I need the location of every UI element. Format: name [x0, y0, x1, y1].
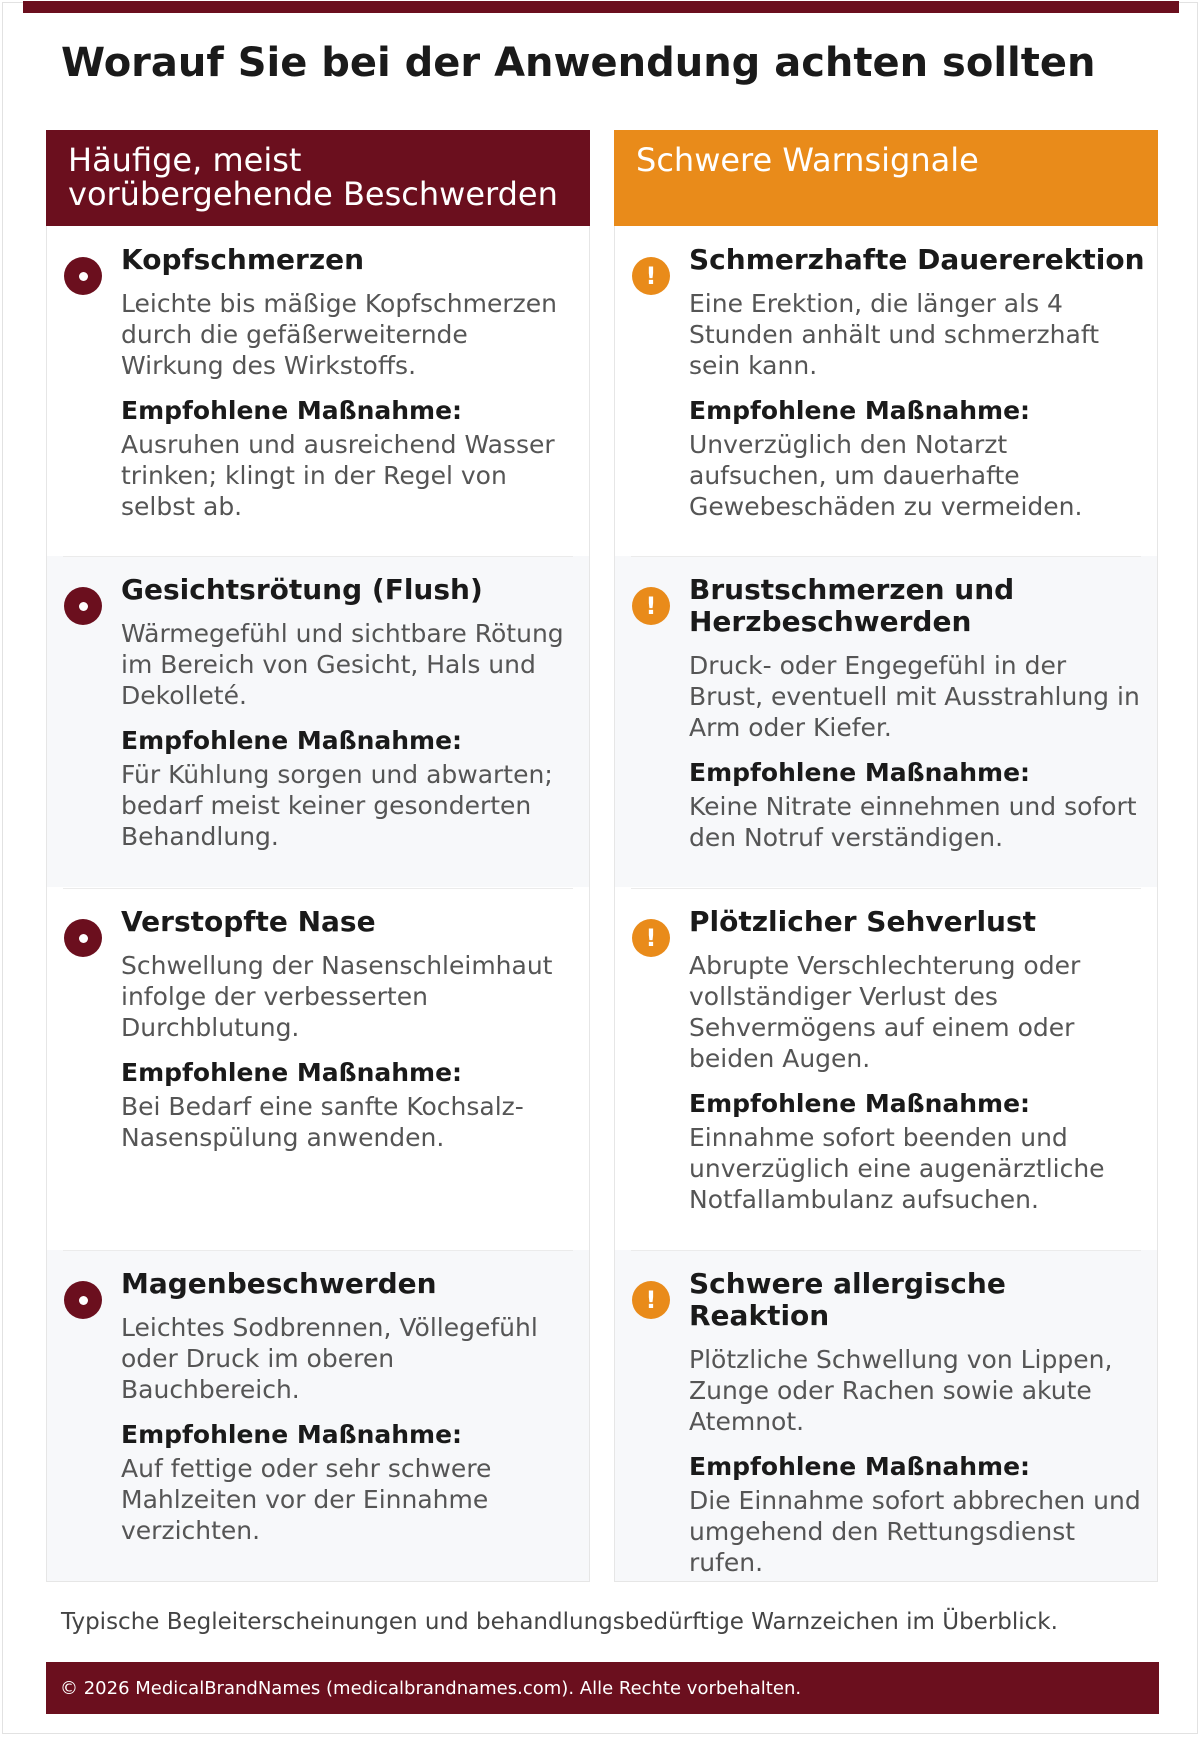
action-label: Empfohlene Maßnahme: — [121, 726, 463, 755]
caption: Typische Begleiterscheinungen und behandlungsbedürftige Warnzeichen im Überblick. — [61, 1609, 1058, 1635]
action-text: Einnahme sofort beenden und unverzüglich eine augenärztliche Notfallambulanz aufsuchen. — [689, 1123, 1105, 1214]
item-title: Schwere allergische Reaktion — [689, 1267, 1006, 1332]
item-description: Druck- oder Engegefühl in der Brust, eventuell mit Ausstrahlung in Arm oder Kiefer. — [689, 651, 1140, 742]
action-text: Die Einnahme sofort abbrechen und umgehend den Rettungsdienst rufen. — [689, 1486, 1141, 1577]
page — [2, 2, 1198, 1734]
action-label: Empfohlene Maßnahme: — [689, 758, 1031, 787]
action-label: Empfohlene Maßnahme: — [689, 396, 1031, 425]
action-label: Empfohlene Maßnahme: — [121, 1058, 463, 1087]
item-description: Schwellung der Nasenschleimhaut infolge der verbesserten Durchblutung. — [121, 951, 553, 1042]
warning-item — [615, 1250, 1157, 1581]
item-description: Leichte bis mäßige Kopfschmerzen durch die gefäßerweiternde Wirkung des Wirkstoffs. — [121, 289, 557, 380]
exclamation-icon: ! — [632, 919, 670, 957]
item-description: Eine Erektion, die länger als 4 Stunden anhält und schmerzhaft sein kann. — [689, 289, 1100, 380]
item-title: Magenbeschwerden — [121, 1267, 437, 1300]
action-text: Ausruhen und ausreichend Wasser trinken; klingt in der Regel von selbst ab. — [121, 430, 555, 521]
common-side-effects-header: Häufige, meist vorübergehende Beschwerden — [46, 130, 590, 226]
action-label: Empfohlene Maßnahme: — [689, 1452, 1031, 1481]
footer-bar — [46, 1662, 1159, 1714]
page-title: Worauf Sie bei der Anwendung achten sollten — [61, 40, 1096, 86]
side-effect-item — [47, 556, 589, 887]
copyright-text: © 2026 MedicalBrandNames (medicalbrandnames.com). Alle Rechte vorbehalten. — [60, 1677, 802, 1699]
item-description: Wärmegefühl und sichtbare Rötung im Bereich von Gesicht, Hals und Dekolleté. — [121, 619, 564, 710]
exclamation-icon: ! — [632, 587, 670, 625]
item-description: Abrupte Verschlechterung oder vollständiger Verlust des Sehvermögens auf einem oder beiden Augen. — [689, 951, 1081, 1073]
item-title: Brustschmerzen und Herzbeschwerden — [689, 573, 1015, 638]
warning-item — [615, 556, 1157, 887]
action-text: Bei Bedarf eine sanfte Kochsalz-Nasenspülung anwenden. — [121, 1092, 524, 1152]
action-text: Unverzüglich den Notarzt aufsuchen, um dauerhafte Gewebeschäden zu vermeiden. — [689, 430, 1083, 521]
action-label: Empfohlene Maßnahme: — [689, 1089, 1031, 1118]
action-label: Empfohlene Maßnahme: — [121, 396, 463, 425]
item-title: Plötzlicher Sehverlust — [689, 905, 1037, 938]
action-text: Keine Nitrate einnehmen und sofort den Notruf verständigen. — [689, 792, 1137, 852]
side-effect-item — [47, 226, 589, 525]
dot-bullet-icon — [64, 919, 102, 957]
exclamation-icon: ! — [632, 257, 670, 295]
side-effect-item — [47, 888, 589, 1249]
warning-signs-header: Schwere Warnsignale — [614, 130, 1158, 226]
item-title: Kopfschmerzen — [121, 243, 365, 276]
item-title: Verstopfte Nase — [121, 905, 376, 938]
warning-item — [615, 226, 1157, 525]
exclamation-icon: ! — [632, 1281, 670, 1319]
action-text: Für Kühlung sorgen und abwarten; bedarf meist keiner gesonderten Behandlung. — [121, 760, 553, 851]
dot-bullet-icon — [64, 587, 102, 625]
action-text: Auf fettige oder sehr schwere Mahlzeiten vor der Einnahme verzichten. — [121, 1454, 492, 1545]
dot-bullet-icon — [64, 257, 102, 295]
top-accent-bar — [23, 1, 1179, 13]
warning-signs-column — [614, 130, 1158, 1582]
item-description: Plötzliche Schwellung von Lippen, Zunge oder Rachen sowie akute Atemnot. — [689, 1345, 1113, 1436]
common-side-effects-column — [46, 130, 590, 1582]
item-title: Gesichtsrötung (Flush) — [121, 573, 483, 606]
item-title: Schmerzhafte Dauererektion — [689, 243, 1145, 276]
dot-bullet-icon — [64, 1281, 102, 1319]
warning-item — [615, 888, 1157, 1249]
side-effect-item — [47, 1250, 589, 1581]
action-label: Empfohlene Maßnahme: — [121, 1420, 463, 1449]
item-description: Leichtes Sodbrennen, Völlegefühl oder Druck im oberen Bauchbereich. — [121, 1313, 538, 1404]
